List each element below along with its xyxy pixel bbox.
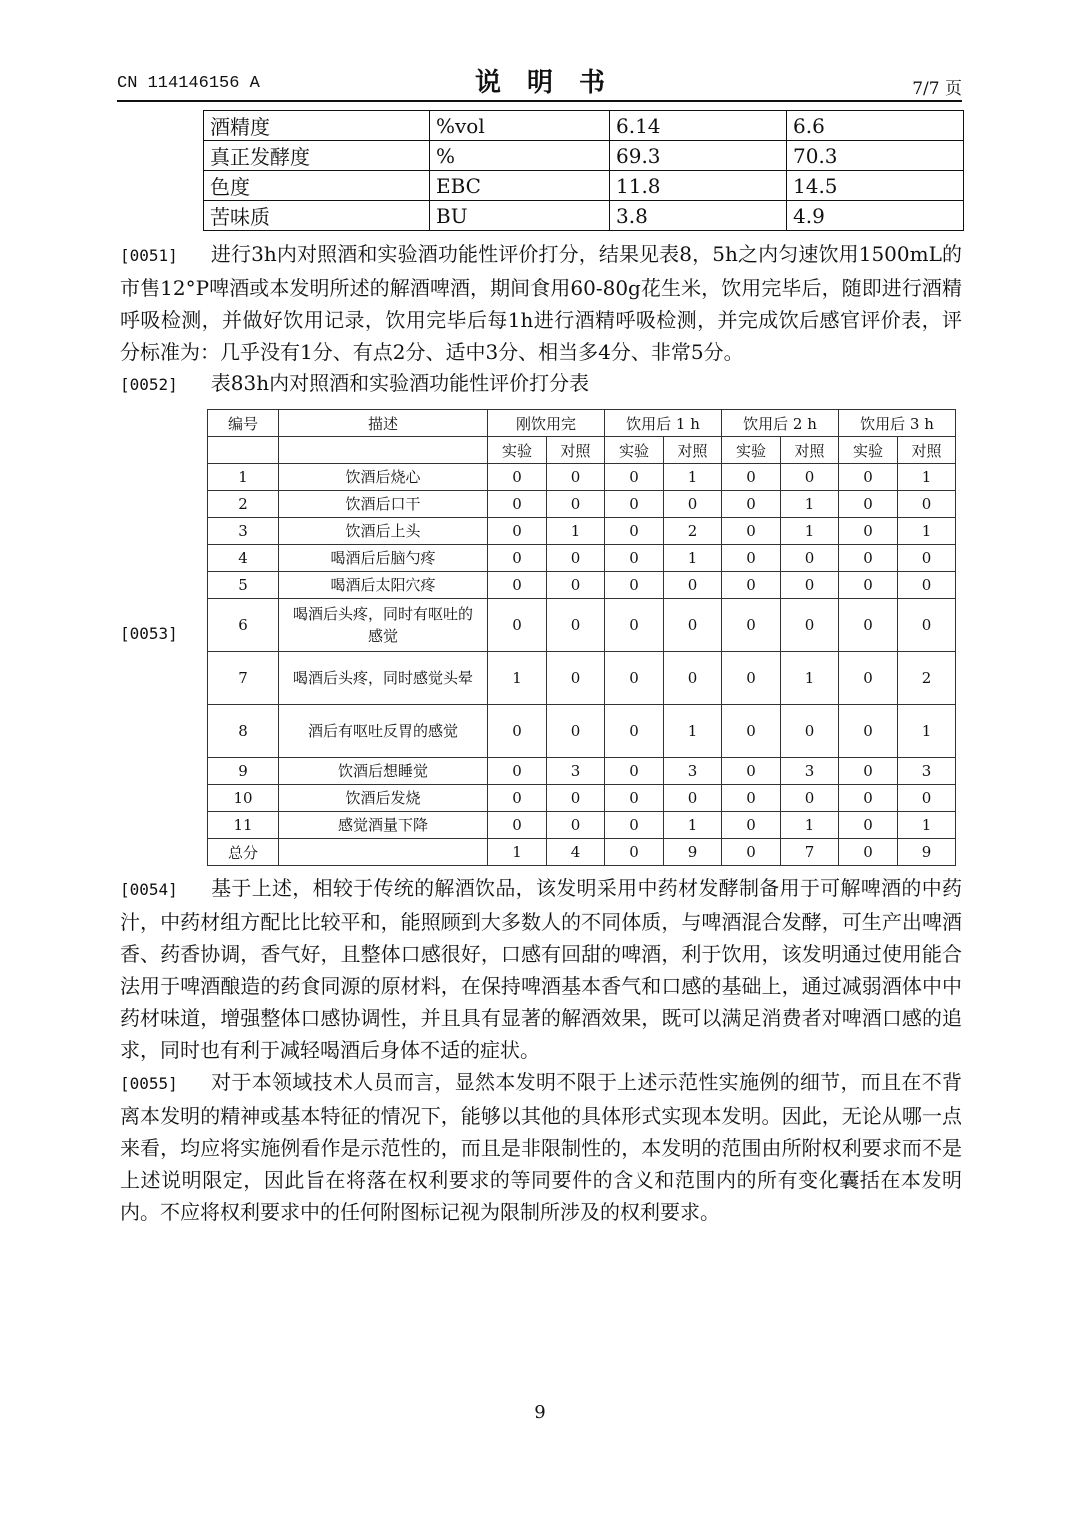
paragraph-0054 (120, 872, 962, 1066)
score-cell: 0 (605, 839, 664, 866)
table-row (208, 812, 956, 839)
score-cell: 0 (664, 785, 722, 812)
row-description: 饮酒后上头 (279, 518, 488, 545)
score-table (207, 409, 956, 866)
paragraph-number: [0051] (120, 246, 178, 265)
column-subheader: 实验 (488, 437, 547, 464)
score-cell: 0 (488, 785, 547, 812)
score-cell: 0 (664, 572, 722, 599)
header-divider (117, 100, 962, 102)
paragraph-number: [0052] (120, 375, 178, 394)
score-cell: 0 (547, 491, 605, 518)
table-subheader-row (208, 437, 956, 464)
table-row (208, 599, 956, 652)
score-cell: 0 (839, 599, 898, 652)
score-cell: 9 (898, 839, 956, 866)
score-cell: 1 (547, 518, 605, 545)
column-subheader: 实验 (605, 437, 664, 464)
table-row (204, 111, 964, 141)
column-subheader: 对照 (781, 437, 839, 464)
table-row (204, 201, 964, 231)
column-header: 描述 (279, 410, 488, 437)
row-description: 感觉酒量下降 (279, 812, 488, 839)
score-cell: 0 (488, 599, 547, 652)
table-cell: 14.5 (787, 171, 964, 201)
score-cell: 1 (664, 545, 722, 572)
score-cell: 0 (605, 812, 664, 839)
column-subheader: 对照 (664, 437, 722, 464)
paragraph-number: [0054] (120, 880, 178, 899)
table-cell: 色度 (204, 171, 430, 201)
row-id: 1 (208, 464, 279, 491)
table-cell: 真正发酵度 (204, 141, 430, 171)
score-cell: 1 (781, 491, 839, 518)
page-number: 9 (534, 1402, 546, 1423)
row-description: 饮酒后想睡觉 (279, 758, 488, 785)
score-cell: 0 (839, 545, 898, 572)
beer-properties-table (203, 110, 964, 231)
score-cell: 0 (547, 785, 605, 812)
row-description: 饮酒后发烧 (279, 785, 488, 812)
row-description (279, 839, 488, 866)
row-id: 10 (208, 785, 279, 812)
table-row (208, 545, 956, 572)
score-cell: 0 (839, 464, 898, 491)
score-cell: 0 (605, 758, 664, 785)
table-row (208, 758, 956, 785)
score-cell: 1 (781, 812, 839, 839)
paragraph-text: 对于本领域技术人员而言，显然本发明不限于上述示范性实施例的细节，而且在不背离本发明的精神或基本特征的情况下，能够以其他的具体形式实现本发明。因此，无论从哪一点来看，均应将实施例看作是示范性的，而且是非限制性的，本发明的范围由所附权利要求而不是上述说明限定，因此旨在将落在权利要求的等同要件的含义和范围内的所有变化囊括在本发明内。不应将权利要求中的任何附图标记视为限制所涉及的权利要求。 (120, 1070, 962, 1224)
table-cell: 酒精度 (204, 111, 430, 141)
table-row (208, 839, 956, 866)
score-cell: 1 (488, 652, 547, 705)
table-row (204, 171, 964, 201)
score-cell: 0 (605, 491, 664, 518)
score-cell: 0 (722, 705, 781, 758)
score-cell: 0 (722, 599, 781, 652)
score-cell: 1 (898, 812, 956, 839)
row-description: 酒后有呕吐反胃的感觉 (279, 705, 488, 758)
score-cell: 0 (839, 812, 898, 839)
table-cell: 3.8 (610, 201, 787, 231)
table-cell: 4.9 (787, 201, 964, 231)
score-cell: 0 (781, 785, 839, 812)
score-cell: 0 (839, 758, 898, 785)
score-cell: 0 (839, 572, 898, 599)
score-cell: 0 (898, 491, 956, 518)
score-cell: 0 (547, 545, 605, 572)
table-row (208, 464, 956, 491)
table-cell: EBC (430, 171, 610, 201)
score-cell: 0 (605, 652, 664, 705)
score-cell: 0 (898, 599, 956, 652)
score-cell: 0 (488, 572, 547, 599)
score-cell: 0 (781, 545, 839, 572)
empty-cell (208, 437, 279, 464)
empty-cell (279, 437, 488, 464)
score-cell: 0 (488, 464, 547, 491)
page-indicator: 7/7 页 (912, 79, 962, 99)
score-cell: 0 (898, 545, 956, 572)
score-cell: 0 (488, 518, 547, 545)
row-id: 7 (208, 652, 279, 705)
score-cell: 0 (664, 491, 722, 518)
column-subheader: 实验 (722, 437, 781, 464)
page-title: 说明书 (474, 68, 631, 98)
score-cell: 0 (839, 518, 898, 545)
score-cell: 0 (488, 758, 547, 785)
table-cell: 69.3 (610, 141, 787, 171)
score-cell: 1 (664, 705, 722, 758)
score-cell: 0 (547, 572, 605, 599)
score-cell: 0 (488, 491, 547, 518)
score-cell: 0 (839, 491, 898, 518)
document-number: CN 114146156 A (117, 74, 260, 93)
table-row (208, 572, 956, 599)
table-cell: 11.8 (610, 171, 787, 201)
score-cell: 0 (488, 812, 547, 839)
score-cell: 2 (664, 518, 722, 545)
table-cell: 6.6 (787, 111, 964, 141)
score-cell: 1 (781, 652, 839, 705)
table-row (208, 705, 956, 758)
score-cell: 4 (547, 839, 605, 866)
score-cell: 1 (488, 839, 547, 866)
score-cell: 0 (839, 839, 898, 866)
score-cell: 0 (781, 599, 839, 652)
column-subheader: 实验 (839, 437, 898, 464)
table-cell: 6.14 (610, 111, 787, 141)
row-description: 饮酒后烧心 (279, 464, 488, 491)
score-cell: 0 (722, 839, 781, 866)
score-cell: 0 (605, 518, 664, 545)
table-cell: 70.3 (787, 141, 964, 171)
table-cell: % (430, 141, 610, 171)
score-cell: 0 (664, 599, 722, 652)
score-cell: 1 (781, 518, 839, 545)
paragraph-number: [0055] (120, 1074, 178, 1093)
row-description: 喝酒后头疼，同时感觉头晕 (279, 652, 488, 705)
score-cell: 1 (664, 812, 722, 839)
column-header: 编号 (208, 410, 279, 437)
row-description: 喝酒后头疼，同时有呕吐的感觉 (279, 599, 488, 652)
table-header-row (208, 410, 956, 437)
score-cell: 1 (898, 518, 956, 545)
score-cell: 0 (722, 518, 781, 545)
row-id: 2 (208, 491, 279, 518)
score-cell: 0 (722, 785, 781, 812)
score-cell: 3 (547, 758, 605, 785)
score-cell: 7 (781, 839, 839, 866)
score-cell: 0 (722, 812, 781, 839)
score-cell: 0 (547, 812, 605, 839)
score-cell: 0 (781, 464, 839, 491)
paragraph-text: 进行3h内对照酒和实验酒功能性评价打分，结果见表8，5h之内匀速饮用1500mL的市售12°P啤酒或本发明所述的解酒啤酒，期间食用60-80g花生米，饮用完毕后，随即进行酒精呼吸检测，并做好饮用记录，饮用完毕后每1h进行酒精呼吸检测，并完成饮后感官评价表，评分标准为：几乎没有1分、有点2分、适中3分、相当多4分、非常5分。 (120, 242, 962, 364)
column-group-header: 饮用后 3 h (839, 410, 956, 437)
score-cell: 0 (839, 705, 898, 758)
column-subheader: 对照 (898, 437, 956, 464)
column-subheader: 对照 (547, 437, 605, 464)
score-cell: 3 (664, 758, 722, 785)
row-description: 喝酒后后脑勺疼 (279, 545, 488, 572)
score-cell: 0 (898, 572, 956, 599)
score-cell: 3 (781, 758, 839, 785)
score-cell: 0 (722, 572, 781, 599)
score-cell: 0 (781, 572, 839, 599)
score-cell: 0 (547, 705, 605, 758)
table-row (208, 518, 956, 545)
score-cell: 0 (547, 599, 605, 652)
row-description: 喝酒后太阳穴疼 (279, 572, 488, 599)
row-id: 总分 (208, 839, 279, 866)
row-id: 8 (208, 705, 279, 758)
score-cell: 1 (898, 464, 956, 491)
score-cell: 0 (547, 464, 605, 491)
score-cell: 0 (722, 545, 781, 572)
table-cell: 苦味质 (204, 201, 430, 231)
score-cell: 0 (664, 652, 722, 705)
score-cell: 0 (839, 785, 898, 812)
row-description: 饮酒后口干 (279, 491, 488, 518)
score-cell: 0 (898, 785, 956, 812)
score-cell: 0 (605, 785, 664, 812)
paragraph-0051 (120, 238, 962, 368)
score-cell: 0 (781, 705, 839, 758)
row-id: 11 (208, 812, 279, 839)
paragraph-text: 基于上述，相较于传统的解酒饮品，该发明采用中药材发酵制备用于可解啤酒的中药汁，中药材组方配比比较平和，能照顾到大多数人的不同体质，与啤酒混合发酵，可生产出啤酒香、药香协调，香气好，且整体口感很好，口感有回甜的啤酒，利于饮用，该发明通过使用能合法用于啤酒酿造的药食同源的原材料，在保持啤酒基本香气和口感的基础上，通过减弱酒体中中药材味道，增强整体口感协调性，并且具有显著的解酒效果，既可以满足消费者对啤酒口感的追求，同时也有利于减轻喝酒后身体不适的症状。 (120, 876, 962, 1062)
score-cell: 0 (722, 652, 781, 705)
column-group-header: 饮用后 2 h (722, 410, 839, 437)
score-cell: 0 (722, 758, 781, 785)
row-id: 3 (208, 518, 279, 545)
paragraph-0055 (120, 1066, 962, 1228)
score-cell: 0 (605, 545, 664, 572)
column-group-header: 饮用后 1 h (605, 410, 722, 437)
score-cell: 1 (664, 464, 722, 491)
paragraph-number: [0053] (120, 624, 178, 643)
score-cell: 0 (605, 464, 664, 491)
score-cell: 0 (488, 545, 547, 572)
table-row (208, 491, 956, 518)
score-cell: 0 (605, 599, 664, 652)
table-cell: BU (430, 201, 610, 231)
score-cell: 9 (664, 839, 722, 866)
score-cell: 0 (605, 572, 664, 599)
column-group-header: 刚饮用完 (488, 410, 605, 437)
row-id: 6 (208, 599, 279, 652)
paragraph-0052 (120, 367, 962, 401)
score-cell: 1 (898, 705, 956, 758)
table-row (208, 785, 956, 812)
score-cell: 0 (488, 705, 547, 758)
table-row (208, 652, 956, 705)
score-cell: 0 (605, 705, 664, 758)
score-cell: 0 (722, 491, 781, 518)
score-cell: 0 (547, 652, 605, 705)
row-id: 5 (208, 572, 279, 599)
score-cell: 2 (898, 652, 956, 705)
table-caption: 表83h内对照酒和实验酒功能性评价打分表 (210, 371, 590, 395)
row-id: 9 (208, 758, 279, 785)
score-cell: 0 (839, 652, 898, 705)
score-cell: 0 (722, 464, 781, 491)
score-cell: 3 (898, 758, 956, 785)
table-row (204, 141, 964, 171)
row-id: 4 (208, 545, 279, 572)
table-cell: %vol (430, 111, 610, 141)
